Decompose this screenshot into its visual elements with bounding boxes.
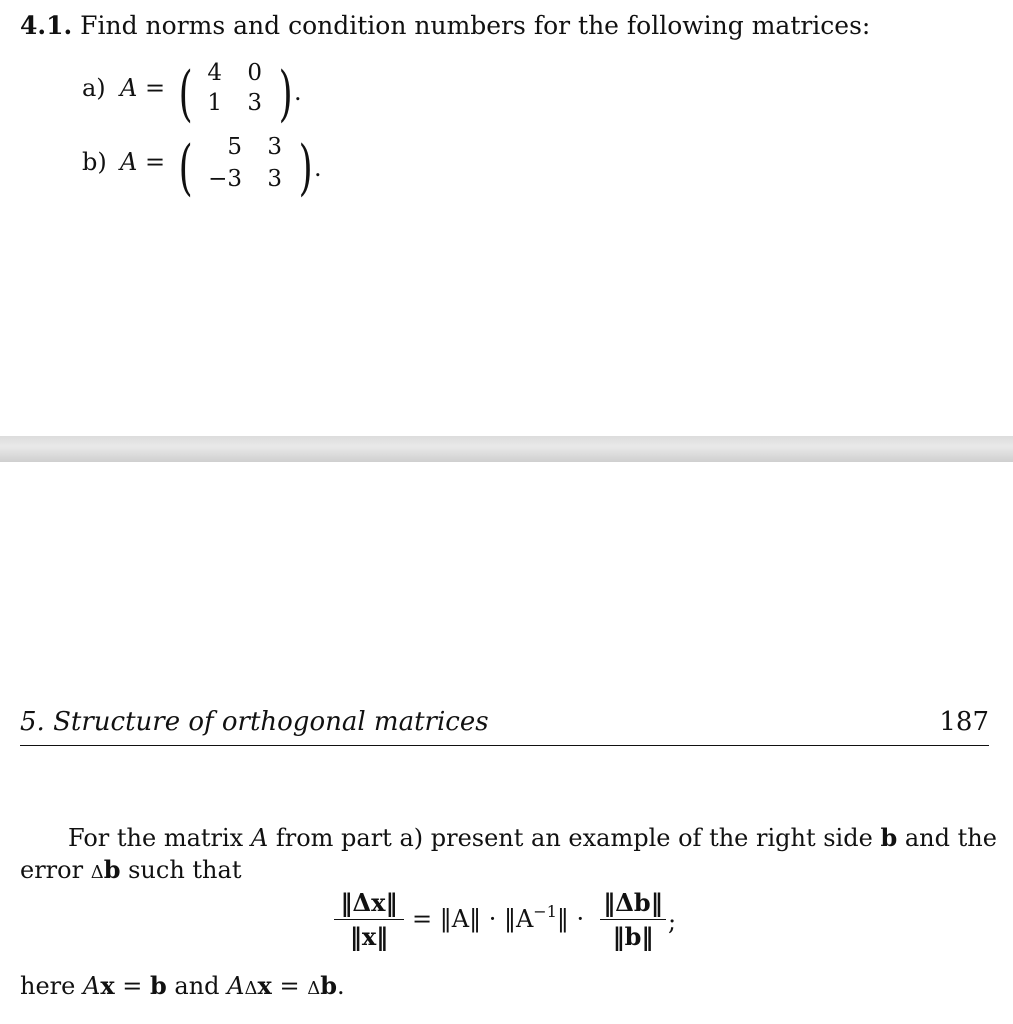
var-a: A	[227, 972, 245, 1000]
page-top	[0, 0, 1013, 436]
running-head	[20, 705, 989, 746]
paragraph-line-2	[20, 854, 241, 889]
delta-symbol: Δ	[307, 978, 321, 999]
formula-middle-end: ‖ ·	[556, 905, 585, 933]
var-a: A	[250, 824, 269, 852]
right-fraction-bar	[600, 919, 666, 920]
running-title: 5. Structure of orthogonal matrices	[20, 707, 489, 737]
part-b	[82, 134, 362, 204]
right-denominator: ‖b‖	[612, 922, 654, 951]
formula-middle	[412, 902, 585, 933]
part-b-lhs: A =	[120, 148, 166, 176]
part-b-left-paren: (	[178, 133, 193, 203]
text-segment: from part a) present an example of the right side	[268, 824, 881, 852]
inverse-superscript: −1	[533, 902, 557, 921]
text-segment: and the	[897, 824, 997, 852]
problem-text: Find norms and condition numbers for the following matrices:	[80, 11, 871, 40]
part-a-label: a)	[82, 74, 106, 102]
part-b-right-paren: )	[298, 133, 313, 203]
part-a-period: .	[294, 78, 302, 106]
problem-heading	[20, 10, 870, 42]
left-fraction-bar	[334, 919, 404, 920]
text-segment: error	[20, 856, 91, 884]
part-a-cell-00: 4	[207, 60, 222, 86]
left-denominator: ‖x‖	[349, 922, 389, 951]
page-separator	[0, 436, 1013, 462]
part-a-cell-10: 1	[207, 90, 222, 116]
period: .	[336, 972, 345, 1000]
formula-semicolon: ;	[668, 908, 677, 936]
text-segment: such that	[120, 856, 242, 884]
equals: =	[114, 972, 150, 1000]
page-number: 187	[939, 707, 989, 737]
text-segment: here	[20, 972, 83, 1000]
var-b-bold: b	[103, 855, 121, 884]
delta-symbol: Δ	[244, 978, 258, 999]
part-b-cell-00: 5	[227, 134, 242, 160]
part-b-cell-01: 3	[267, 134, 282, 160]
part-b-label: b)	[82, 148, 107, 176]
paragraph-line-3	[20, 970, 345, 1005]
part-a	[82, 59, 342, 132]
part-b-cell-11: 3	[267, 166, 282, 192]
paragraph-line-1	[68, 822, 997, 854]
var-b-bold: b	[320, 971, 337, 1000]
equals: =	[271, 972, 308, 1000]
var-b-bold: b	[880, 823, 898, 852]
var-x-bold: x	[257, 971, 272, 1000]
formula-left-fraction	[334, 888, 404, 951]
part-a-left-paren: (	[178, 59, 193, 129]
problem-number: 4.1.	[20, 11, 73, 40]
right-numerator: ‖Δb‖	[603, 888, 663, 917]
part-a-cell-11: 3	[247, 90, 262, 116]
part-b-cell-10: −3	[208, 166, 242, 192]
formula-right-fraction	[600, 888, 666, 951]
part-b-period: .	[314, 154, 322, 182]
formula-middle-text: = ‖A‖ · ‖A	[412, 905, 534, 933]
delta-symbol: Δ	[90, 862, 104, 883]
var-a: A	[82, 972, 101, 1000]
text-segment: For the matrix	[68, 824, 251, 852]
left-numerator: ‖Δx‖	[340, 888, 398, 917]
part-a-lhs: A =	[120, 74, 166, 102]
var-x-bold: x	[100, 971, 115, 1000]
text-segment: and	[166, 972, 228, 1000]
part-a-right-paren: )	[278, 59, 293, 129]
part-a-cell-01: 0	[247, 60, 262, 86]
var-b-bold: b	[150, 971, 167, 1000]
